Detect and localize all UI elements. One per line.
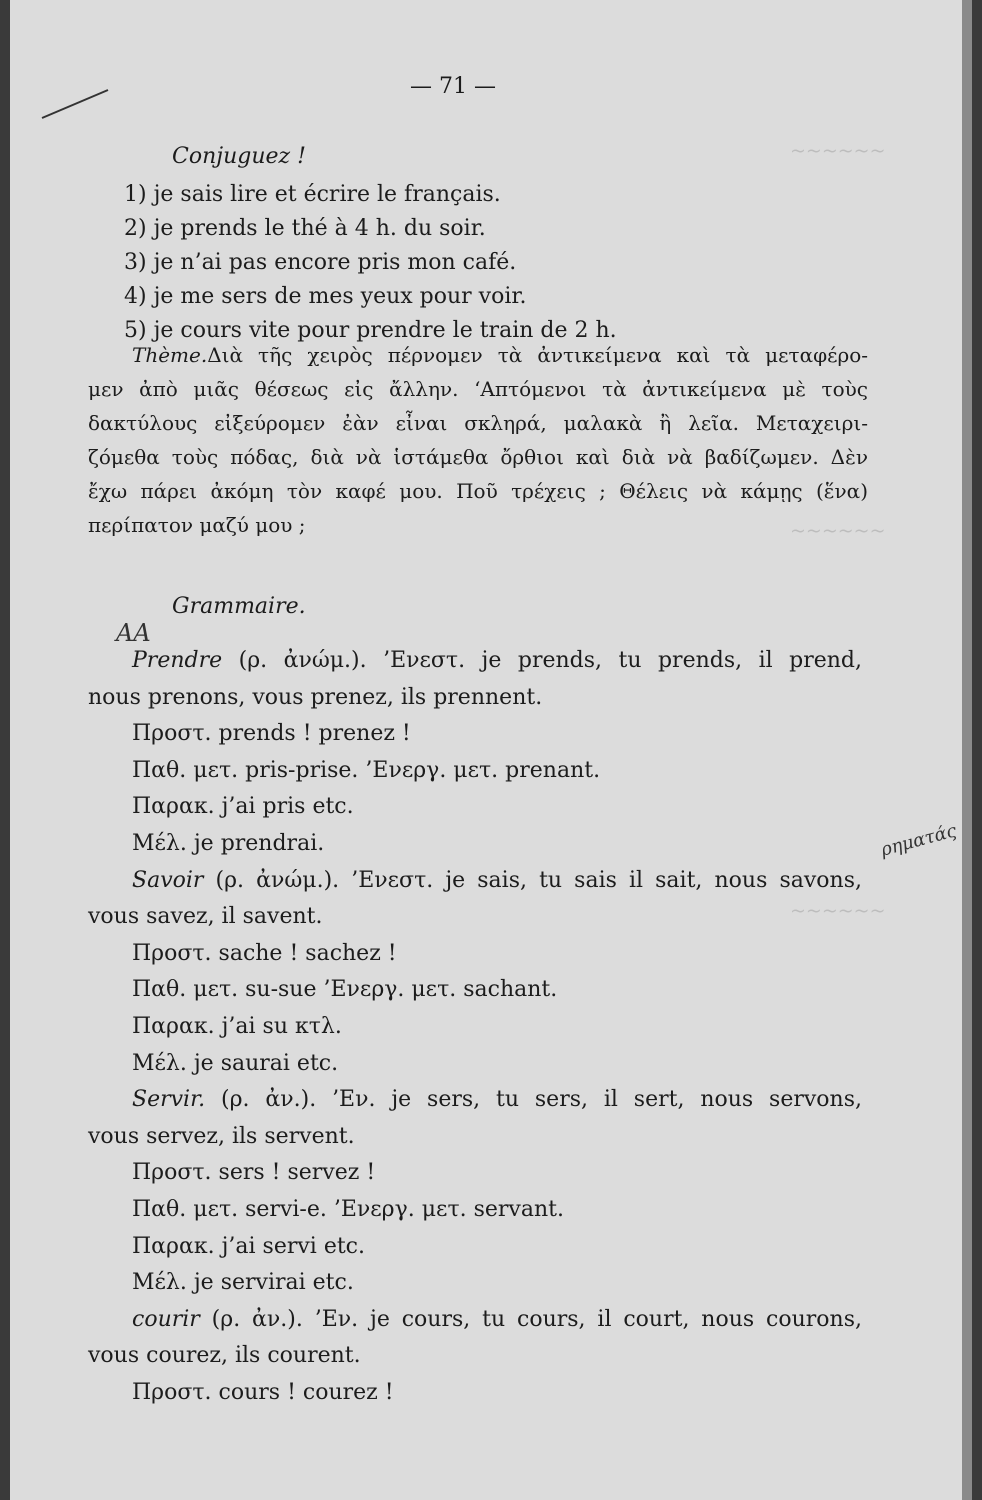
grammar-line [132, 1305, 862, 1335]
theme-text: ζόμεθα τοὺς πόδας, διὰ νὰ ἱστάμεθα ὄρθιοι καὶ διὰ νὰ βαδίζωμεν. Δὲν [88, 445, 868, 469]
theme-line [88, 442, 868, 472]
grammar-text: vous servez, ils servent. [88, 1123, 355, 1149]
grammar-text: Προστ. prends ! prenez ! [132, 721, 411, 747]
grammar-text: Μέλ. je prendrai. [132, 831, 325, 856]
grammar-line [132, 1232, 365, 1262]
verb-name: Savoir [132, 867, 204, 893]
conjuguez-heading: Conjuguez ! [172, 144, 306, 169]
grammar-line [132, 719, 411, 749]
conjuguez-item: 3) je n’ai pas encore pris mon café. [124, 250, 517, 275]
conjuguez-item: 1) je sais lire et écrire le français. [124, 182, 501, 207]
grammar-line [88, 1341, 361, 1371]
grammar-text: Μέλ. je saurai etc. [132, 1050, 339, 1076]
grammar-text: Παρακ. j’ai servi etc. [132, 1233, 365, 1259]
page-edge [962, 0, 972, 1500]
book-page [10, 0, 972, 1500]
grammar-text: Παθ. μετ. su-sue ’Ενεργ. μετ. sachant. [132, 977, 558, 1003]
verb-name: courir [132, 1306, 200, 1332]
grammar-text: (ρ. ἀνώμ.). ’Ενεστ. je prends, tu prends, il prend, [222, 648, 862, 673]
theme-line [88, 510, 306, 540]
verb-name: Prendre [132, 648, 223, 673]
theme-label: Thème. [132, 343, 208, 367]
grammar-text: Προστ. cours ! courez ! [132, 1380, 394, 1405]
grammar-line [132, 1378, 394, 1408]
grammar-line [132, 1012, 342, 1042]
grammar-line [132, 646, 862, 676]
page-number: — 71 — [410, 74, 496, 99]
grammar-text: vous courez, ils courent. [88, 1343, 361, 1369]
grammar-line [132, 1085, 862, 1115]
grammar-text: Παρακ. j’ai pris etc. [132, 794, 354, 820]
grammar-line [132, 1268, 354, 1298]
grammar-text: Παρακ. j’ai su κτλ. [132, 1014, 342, 1039]
grammaire-heading: Grammaire. [172, 594, 306, 619]
grammar-line [132, 792, 354, 822]
theme-line [88, 476, 868, 506]
grammar-text: Προστ. sers ! servez ! [132, 1160, 376, 1186]
grammar-text: Μέλ. je servirai etc. [132, 1270, 354, 1296]
grammar-line [132, 756, 600, 786]
grammar-line [132, 829, 324, 859]
bleed-through: ~~~~~~ [790, 520, 886, 542]
theme-text: Διὰ τῆς χειρὸς πέρνομεν τὰ ἀντικείμενα καὶ τὰ μεταφέρο- [207, 343, 868, 367]
theme-line [132, 340, 868, 370]
handwritten-mark: ΑΑ [116, 619, 151, 647]
grammar-text: (ρ. ἀνώμ.). ’Ενεστ. je sais, tu sais il sait, nous savons, [203, 867, 862, 893]
bleed-through: ~~~~~~ [790, 900, 886, 922]
theme-line [88, 374, 868, 404]
conjuguez-item: 5) je cours vite pour prendre le train de 2 h. [124, 318, 617, 343]
theme-line [88, 408, 868, 438]
theme-text: δακτύλους εἰξεύρομεν ἐὰν εἶναι σκληρά, μαλακὰ ἢ λεῖα. Μεταχειρι- [88, 411, 868, 435]
margin-handwritten-note: ρηματάς [878, 820, 959, 861]
theme-text: περίπατον μαζύ μου ; [88, 513, 306, 537]
grammar-text: (ρ. ἀν.). ’Εν. je sers, tu sers, il sert, nous servons, [205, 1087, 862, 1113]
grammar-line [132, 975, 557, 1005]
pencil-stroke-icon [38, 82, 118, 122]
conjuguez-item: 4) je me sers de mes yeux pour voir. [124, 284, 527, 309]
grammar-line [88, 1122, 355, 1152]
grammar-text: nous prenons, vous prenez, ils prennent. [88, 684, 543, 710]
grammar-text: Παθ. μετ. pris-prise. ’Ενεργ. μετ. prenant. [132, 757, 601, 783]
bleed-through: ~~~~~~ [790, 140, 886, 162]
conjuguez-item: 2) je prends le thé à 4 h. du soir. [124, 216, 486, 241]
grammar-line [88, 683, 542, 713]
grammar-text: Παθ. μετ. servi-e. ’Ενεργ. μετ. servant. [132, 1197, 564, 1222]
grammar-line [88, 902, 322, 932]
grammar-line [132, 1195, 564, 1225]
theme-text: μεν ἀπὸ μιᾶς θέσεως εἰς ἄλλην. ‘Απτόμενοι τὰ ἀντικείμενα μὲ τοὺς [88, 377, 868, 401]
grammar-line [132, 939, 397, 969]
grammar-text: Προστ. sache ! sachez ! [132, 940, 397, 966]
grammar-line [132, 1049, 338, 1079]
grammar-text: (ρ. ἀν.). ’Εν. je cours, tu cours, il court, nous courons, [199, 1306, 862, 1332]
verb-name: Servir. [132, 1087, 206, 1113]
theme-text: ἔχω πάρει ἀκόμη τὸν καφέ μου. Ποῦ τρέχεις ; Θέλεις νὰ κάμῃς (ἕνα) [88, 479, 868, 503]
grammar-line [132, 1158, 375, 1188]
grammar-line [132, 866, 862, 896]
grammar-text: vous savez, il savent. [88, 904, 323, 930]
